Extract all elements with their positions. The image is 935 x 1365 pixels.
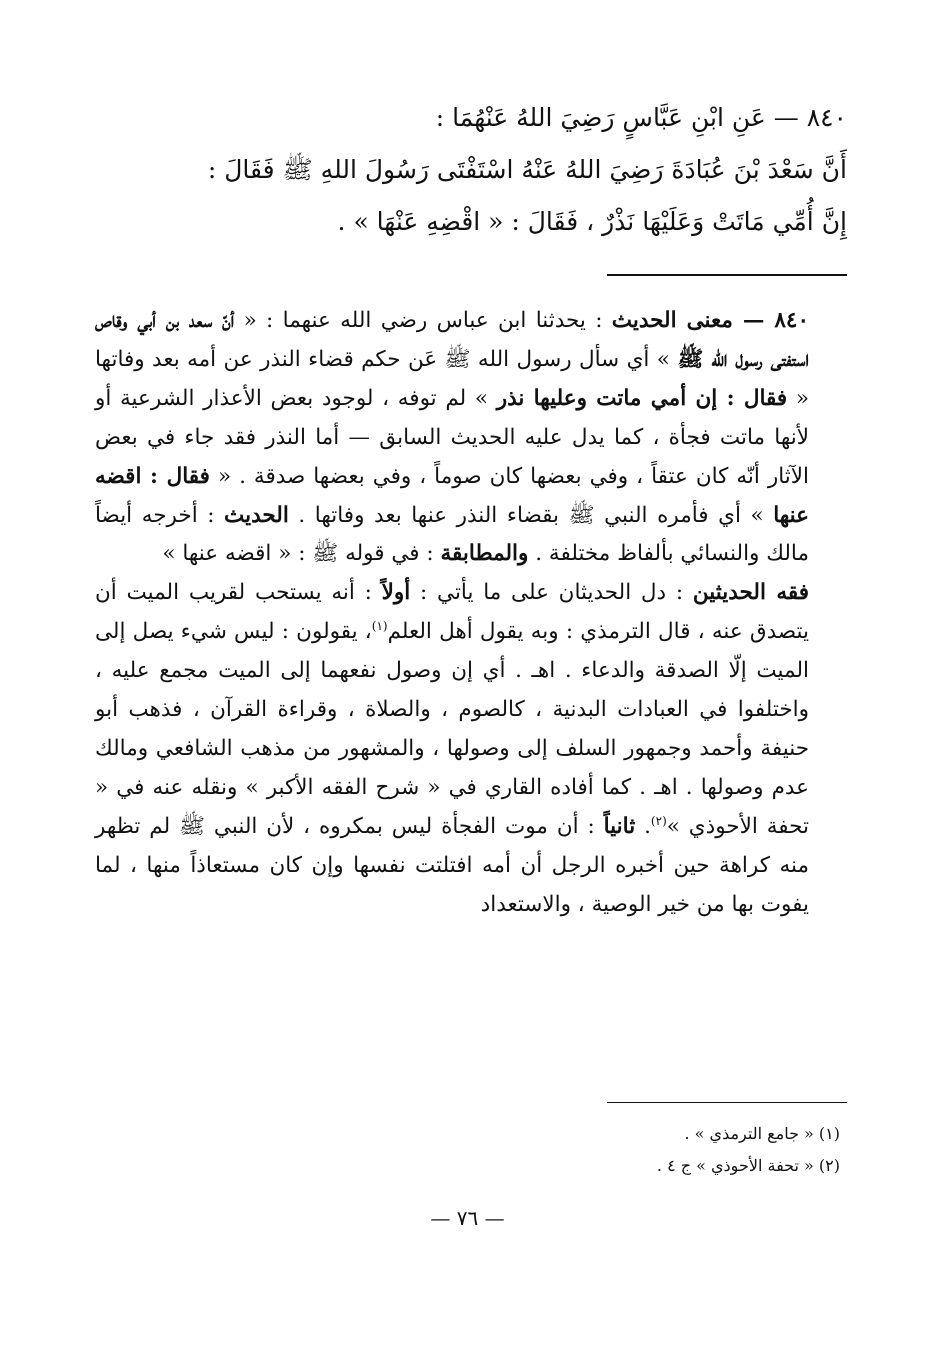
footnote-divider — [607, 1102, 847, 1103]
commentary-paragraph: فقه الحديثين : دل الحديثان على ما يأتي : أولاً : أنه يستحب لقريب الميت أن يتصدق عنه ، قال الترمذي : وبه يقول أهل العلم$^{(١)}$، يقولون : ليس شيء يصل إلى الميت إلّا الصدقة والدعاء . اهـ . أي إن وصول نفعهما إلى الميت مجمع عليه ، واختلفوا في العبادات البدنية ، كالصوم ، والصلاة ، وقراءة القرآن ، فذهب أبو حنيفة وأحمد وجمهور السلف إلى وصولها ، والمشهور من مذهب الشافعي ومالك عدم وصولها . اهـ . كما أفاده القاري في « شرح الفقه الأكبر » ونقله عنه في « تحفة الأحوذي »$^{(٢)}$. ثانياً : أن موت الفجأة ليس بمكروه ، لأن النبي ﷺ لم تظهر منه كراهة حين أخبره الرجل أن أمه افتلتت نفسها وإن كان مستعاذاً منها ، لما يفوت بها من خير الوصية ، والاستعداد — [95, 580, 810, 917]
footnote: (٢) « تحفة الأحوذي » ج ٤ . — [656, 1156, 840, 1175]
section-divider — [607, 274, 847, 276]
hadith-line: أَنَّ سَعْدَ بْنَ عُبَادَةَ رَضِيَ اللهُ عَنْهُ اسْتَفْتَى رَسُولَ اللهِ ﷺ فَقَالَ : — [207, 155, 847, 184]
footnote-ref[interactable]: (٢) — [650, 813, 667, 828]
footnote-ref[interactable]: (١) — [371, 619, 388, 634]
hadith-line: ٨٤٠ — عَنِ ابْنِ عَبَّاسٍ رَضِيَ اللهُ عَنْهُمَا : — [435, 103, 847, 132]
hadith-line: إِنَّ أُمِّي مَاتَتْ وَعَلَيْهَا نَذْرٌ ، فَقَالَ : « اقْضِهِ عَنْهَا » . — [337, 207, 847, 236]
footnote: (١) « جامع الترمذي » . — [684, 1124, 840, 1143]
fiqh-heading: فقه الحديثين — [692, 580, 810, 606]
commentary-text — [95, 302, 847, 925]
footnotes — [657, 1118, 840, 1182]
commentary-paragraph: ٨٤٠ — معنى الحديث : يحدثنا ابن عباس رضي الله عنهما : « أنّ سعد بن أبي وقاص استفتى رسول الله ﷺ » أي سأل رسول الله ﷺ عَن حكم قضاء النذر عن أمه بعد وفاتها « فقال : إن أمي ماتت وعليها نذر » لم توفه ، لوجود بعض الأعذار الشرعية أو لأنها ماتت فجأة ، كما يدل عليه الحديث السابق — أما النذر فقد جاء في بعض الآثار أنّه كان عتقاً ، وفي بعضها كان صوماً ، وفي بعضها صدقة . « فقال : اقضه عنها » أي فأمره النبي ﷺ بقضاء النذر عنها بعد وفاتها . الحديث : أخرجه أيضاً مالك والنسائي بألفاظ مختلفة . والمطابقة : في قوله ﷺ : « اقضه عنها » — [95, 308, 809, 567]
page-number: — ٧٦ — — [430, 1206, 505, 1230]
hadith-text — [95, 92, 847, 248]
hadith-number-heading: ٨٤٠ — معنى الحديث — [611, 308, 809, 333]
